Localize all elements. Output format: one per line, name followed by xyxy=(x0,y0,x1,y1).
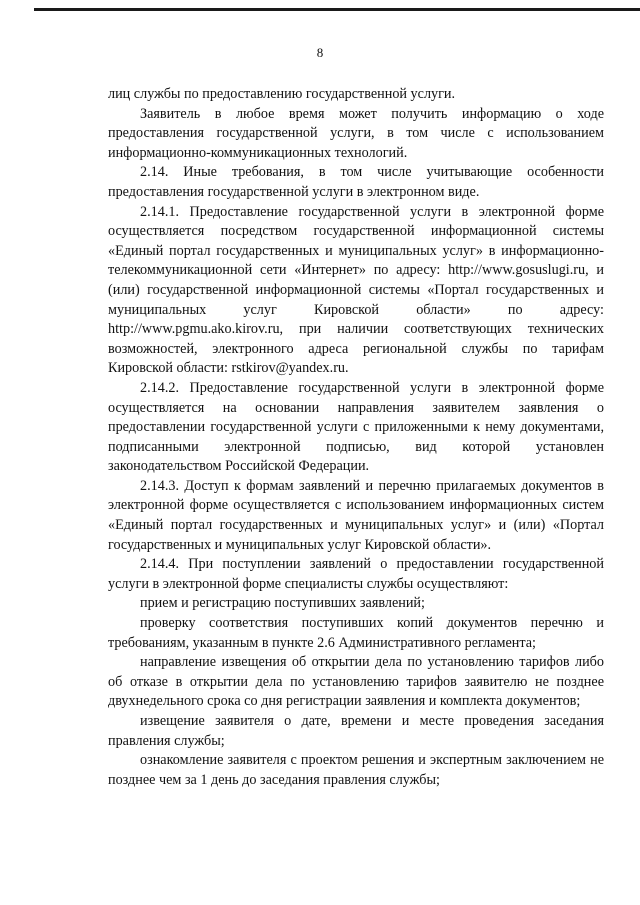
paragraph-2-14-4: 2.14.4. При поступлении заявлений о предоставлении государственной услуги в электронной форме специалисты службы осуществляют: xyxy=(108,556,604,592)
list-item-reception: прием и регистрацию поступивших заявлений; xyxy=(140,595,425,612)
document-body xyxy=(108,85,604,790)
scan-edge-line xyxy=(34,8,640,11)
paragraph-2-14-3: 2.14.3. Доступ к формам заявлений и перечню прилагаемых документов в электронной форме осуществляется с использованием информационных систем «Единый портал государственных и муниципальных услуг» и (или) «Портал государственных и муниципальных услуг Кировской области». xyxy=(108,477,604,553)
page-number: 8 xyxy=(316,45,324,60)
paragraph-2-14-1: 2.14.1. Предоставление государственной услуги в электронной форме осуществляется посредством государственной информационной системы «Единый портал государственных и муниципальных услуг» в информационно-телекоммуникационной сети «Интернет» по адресу: http://www.gosuslugi.ru, и (или) государственной информационной системы «Портал государственных и муниципальных услуг Кировской области» по адресу: http://www.pgmu.ako.kirov.ru, при наличии соответствующих технических возможностей, электронного адреса региональной службы по тарифам Кировской области: rstkirov@yandex.ru. xyxy=(108,203,604,377)
paragraph-applicant-info: Заявитель в любое время может получить информацию о ходе предоставления государственной услуги, в том числе с использованием информационно-коммуникационных технологий. xyxy=(108,105,604,161)
list-item-verification: проверку соответствия поступивших копий документов перечню и требованиям, указанным в пункте 2.6 Административного регламента; xyxy=(108,615,604,651)
paragraph-2-14: 2.14. Иные требования, в том числе учитывающие особенности предоставления государственной услуги в электронном виде. xyxy=(108,164,604,200)
list-item-meeting-notice: извещение заявителя о дате, времени и месте проведения заседания правления службы; xyxy=(108,713,604,749)
paragraph-2-14-2: 2.14.2. Предоставление государственной услуги в электронной форме осуществляется на основании направления заявителем заявления о предоставлении государственной услуги с приложенными к нему документами, подписанными электронной подписью, вид которой установлен законодательством Российской Федерации. xyxy=(108,379,604,475)
paragraph-continuation: лиц службы по предоставлению государственной услуги. xyxy=(108,86,456,102)
list-item-familiarization: ознакомление заявителя с проектом решения и экспертным заключением не позднее чем за 1 день до заседания правления службы; xyxy=(108,752,604,788)
list-item-notification: направление извещения об открытии дела по установлению тарифов либо об отказе в открытии дела по установлению тарифов заявителю не позднее двухнедельного срока со дня регистрации заявления и комплекта документов; xyxy=(108,654,604,710)
